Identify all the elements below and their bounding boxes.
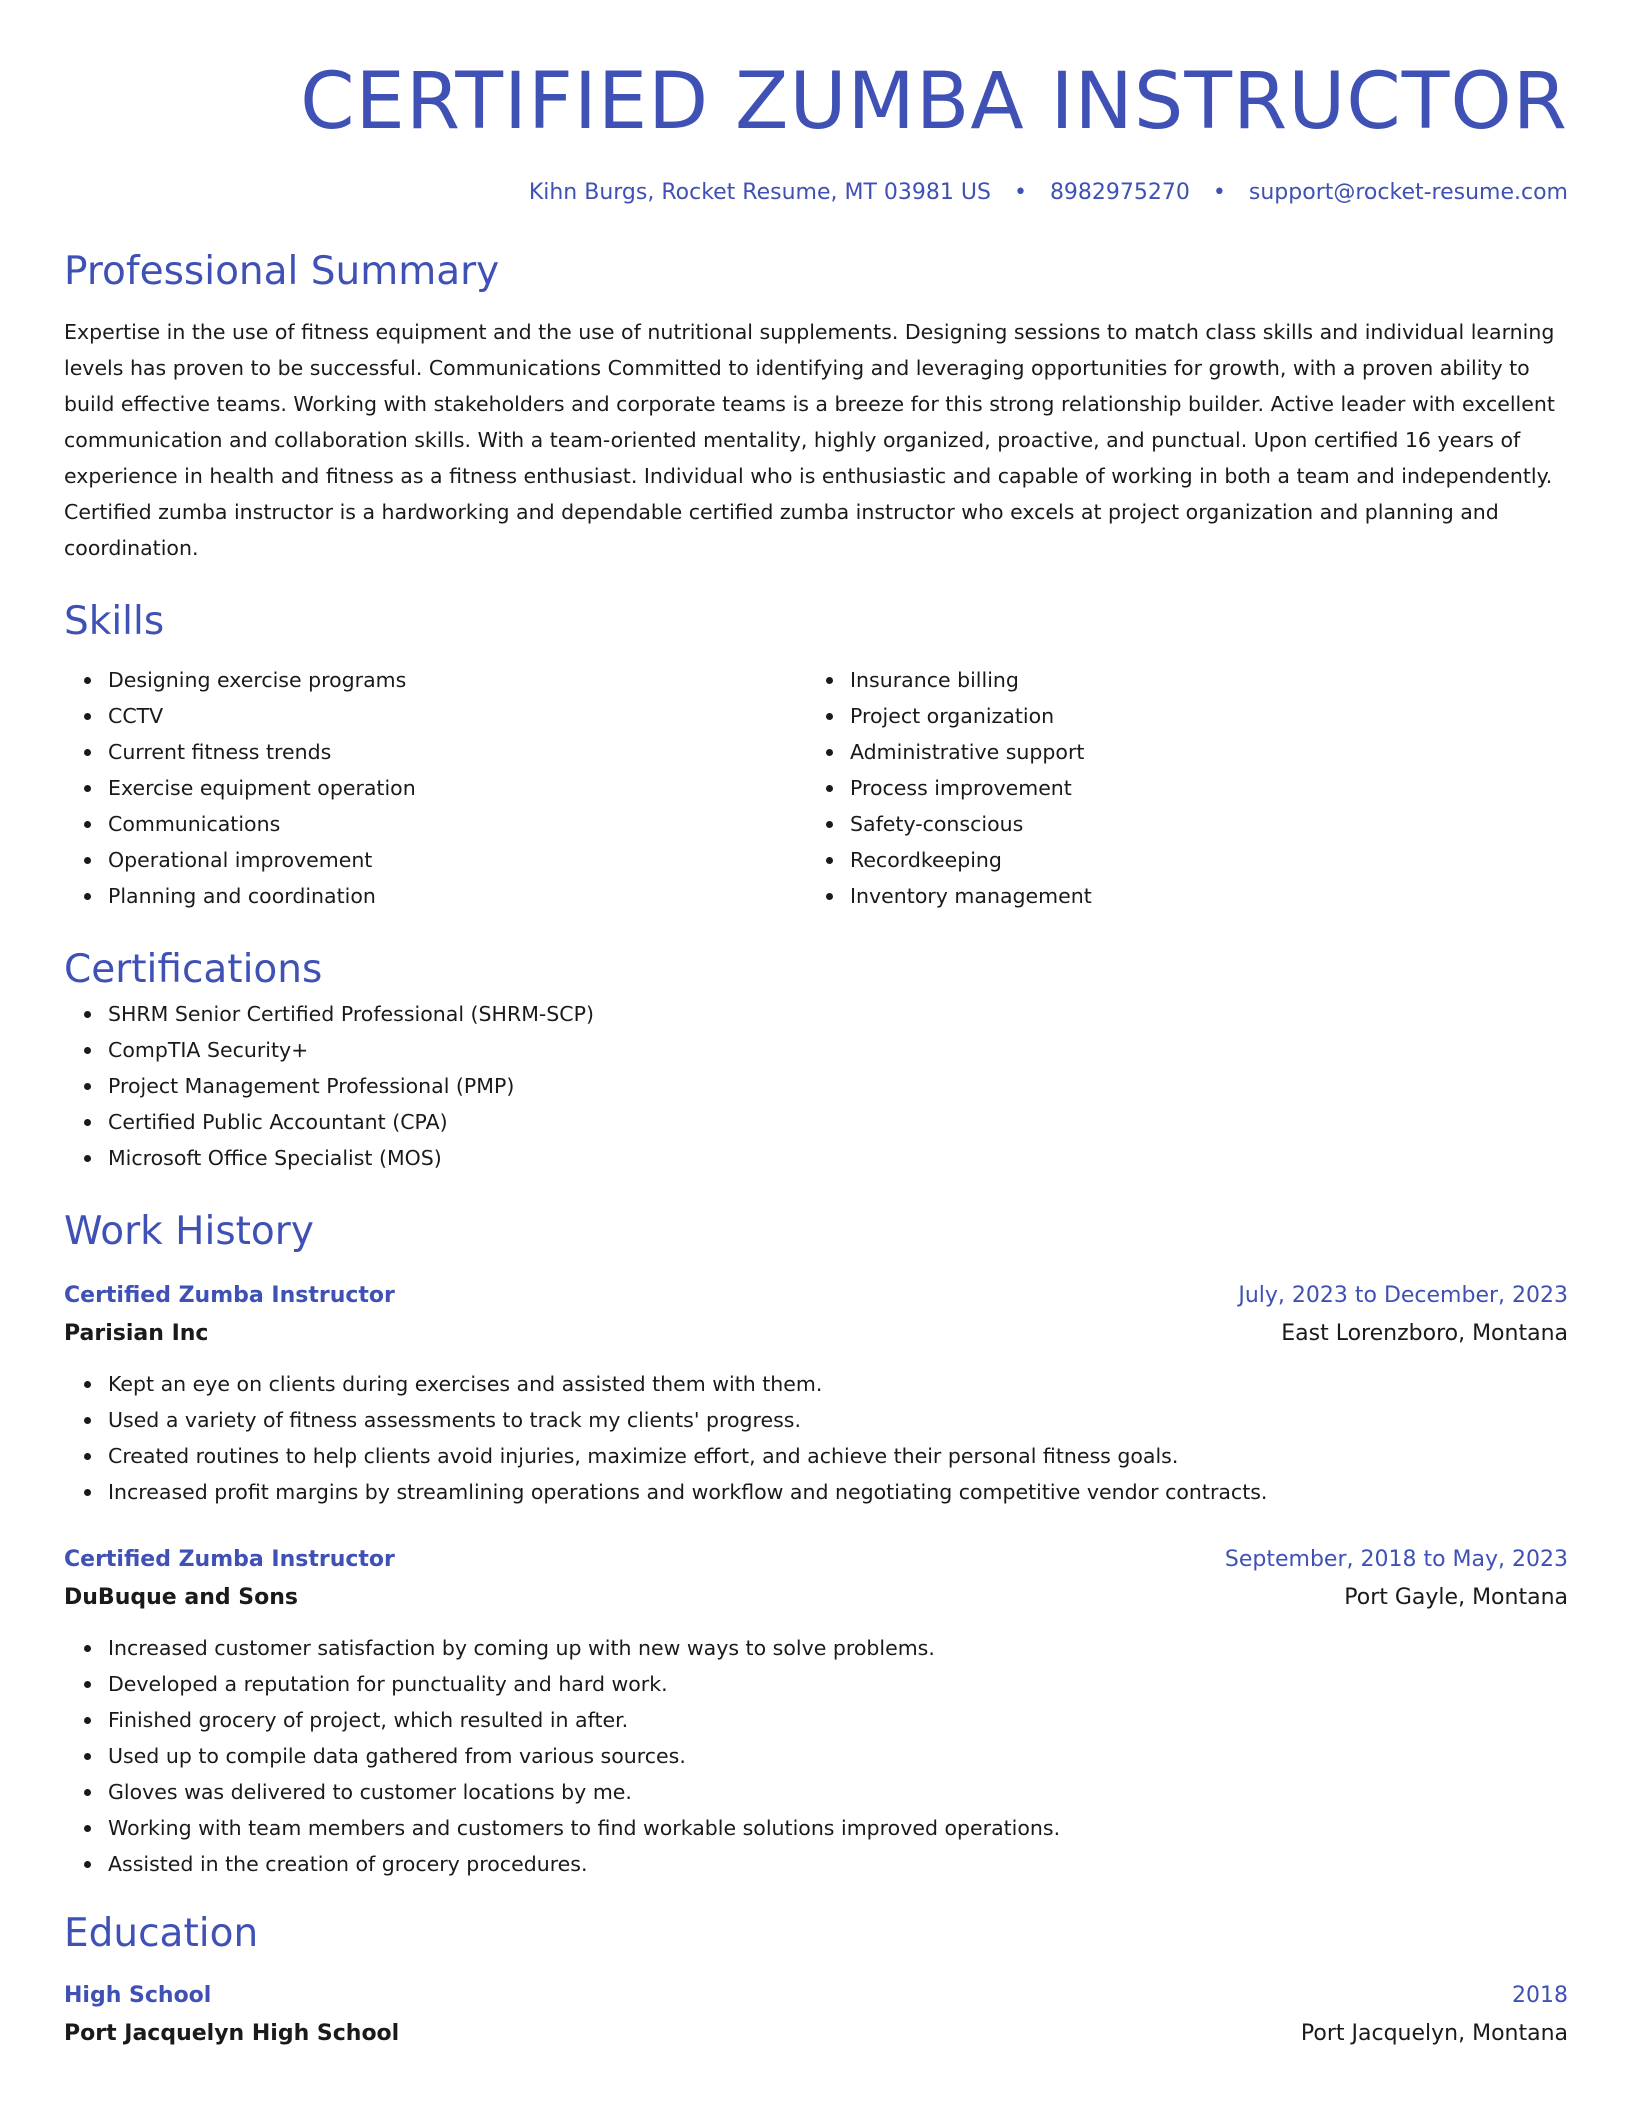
- job-bullets: [64, 1630, 1568, 1882]
- education-school-row: [64, 2014, 1568, 2054]
- job-bullet: Gloves was delivered to customer locations by me.: [108, 1774, 1568, 1810]
- contact-address: Kihn Burgs, Rocket Resume, MT 03981 US: [528, 180, 991, 205]
- skill-item: Inventory management: [850, 878, 1548, 914]
- education-header-row: [64, 1978, 1568, 2014]
- skill-item: Safety-conscious: [850, 806, 1548, 842]
- job-location: East Lorenzboro, Montana: [1281, 1321, 1568, 1346]
- job-bullet: Used a variety of fitness assessments to track my clients' progress.: [108, 1402, 1568, 1438]
- education-entry: [64, 1978, 1568, 2054]
- job-bullet: Assisted in the creation of grocery procedures.: [108, 1846, 1568, 1882]
- job-bullet: Created routines to help clients avoid injuries, maximize effort, and achieve their personal fitness goals.: [108, 1438, 1568, 1474]
- skill-item: Recordkeeping: [850, 842, 1548, 878]
- job-bullets: [64, 1366, 1568, 1510]
- job-bullet: Used up to compile data gathered from various sources.: [108, 1738, 1568, 1774]
- job-header-row: [64, 1542, 1568, 1578]
- job-bullet: Working with team members and customers to find workable solutions improved operations.: [108, 1810, 1568, 1846]
- certification-item: CompTIA Security+: [108, 1032, 1568, 1068]
- job-company-row: [64, 1578, 1568, 1618]
- job-bullet: Increased profit margins by streamlining operations and workflow and negotiating competitive vendor contracts.: [108, 1474, 1568, 1510]
- resume-header: [64, 52, 1568, 208]
- skills-list-right: [850, 662, 1548, 914]
- skills-column-left: [64, 662, 806, 914]
- contact-email: support@rocket-resume.com: [1248, 180, 1568, 205]
- job-bullet: Increased customer satisfaction by coming up with new ways to solve problems.: [108, 1630, 1568, 1666]
- job-header-row: [64, 1278, 1568, 1314]
- certification-item: Certified Public Accountant (CPA): [108, 1104, 1568, 1140]
- contact-line: [64, 178, 1568, 208]
- job-location: Port Gayle, Montana: [1344, 1585, 1568, 1610]
- skill-item: Process improvement: [850, 770, 1548, 806]
- job-dates: July, 2023 to December, 2023: [1238, 1283, 1568, 1308]
- education-school: Port Jacquelyn High School: [64, 2021, 400, 2046]
- skill-item: Operational improvement: [108, 842, 806, 878]
- certifications-section: [64, 944, 1568, 1176]
- education-degree: High School: [64, 1983, 212, 2008]
- skill-item: Communications: [108, 806, 806, 842]
- section-title-summary: Professional Summary: [64, 249, 500, 294]
- job-title: Certified Zumba Instructor: [64, 1547, 395, 1572]
- summary-section: [64, 246, 1568, 566]
- resume-name: CERTIFIED ZUMBA INSTRUCTOR: [300, 57, 1568, 147]
- job-company: DuBuque and Sons: [64, 1585, 298, 1610]
- section-title-work-history: Work History: [64, 1209, 314, 1254]
- skill-item: Current fitness trends: [108, 734, 806, 770]
- section-title-education: Education: [64, 1911, 259, 1956]
- certifications-list: [64, 996, 1568, 1176]
- education-section: [64, 1908, 1568, 2054]
- skills-list-left: [108, 662, 806, 914]
- skill-item: CCTV: [108, 698, 806, 734]
- skill-item: Designing exercise programs: [108, 662, 806, 698]
- skill-item: Administrative support: [850, 734, 1548, 770]
- skills-grid: [64, 662, 1568, 914]
- section-title-certifications: Certifications: [64, 947, 323, 992]
- section-title-skills: Skills: [64, 599, 165, 644]
- skills-column-right: [806, 662, 1548, 914]
- education-location: Port Jacquelyn, Montana: [1300, 2021, 1568, 2046]
- contact-separator: •: [1013, 180, 1027, 205]
- job-entry: [64, 1542, 1568, 1882]
- education-year: 2018: [1512, 1983, 1568, 2008]
- work-history-section: [64, 1206, 1568, 1882]
- job-company-row: [64, 1314, 1568, 1354]
- skill-item: Planning and coordination: [108, 878, 806, 914]
- skill-item: Exercise equipment operation: [108, 770, 806, 806]
- job-bullet: Kept an eye on clients during exercises and assisted them with them.: [108, 1366, 1568, 1402]
- skills-section: [64, 596, 1568, 914]
- job-title: Certified Zumba Instructor: [64, 1283, 395, 1308]
- summary-text: Expertise in the use of fitness equipment and the use of nutritional supplements. Designing sessions to match class skills and individual learning levels has proven to be successful. Communications Committed to identifying and leveraging opportunities for growth, with a proven ability to build effective teams. Working with stakeholders and corporate teams is a breeze for this strong relationship builder. Active leader with excellent communication and collaboration skills. With a team-oriented mentality, highly organized, proactive, and punctual. Upon certified 16 years of experience in health and fitness as a fitness enthusiast. Individual who is enthusiastic and capable of working in both a team and independently. Certified zumba instructor is a hardworking and dependable certified zumba instructor who excels at project organization and planning and coordination.: [64, 320, 1555, 560]
- job-bullet: Finished grocery of project, which resulted in after.: [108, 1702, 1568, 1738]
- skill-item: Project organization: [850, 698, 1548, 734]
- job-dates: September, 2018 to May, 2023: [1224, 1547, 1568, 1572]
- skill-item: Insurance billing: [850, 662, 1548, 698]
- job-entry: [64, 1278, 1568, 1510]
- contact-separator: •: [1212, 180, 1226, 205]
- contact-phone: 8982975270: [1049, 180, 1190, 205]
- job-bullet: Developed a reputation for punctuality and hard work.: [108, 1666, 1568, 1702]
- certification-item: Project Management Professional (PMP): [108, 1068, 1568, 1104]
- certification-item: SHRM Senior Certified Professional (SHRM-SCP): [108, 996, 1568, 1032]
- job-company: Parisian Inc: [64, 1321, 209, 1346]
- certification-item: Microsoft Office Specialist (MOS): [108, 1140, 1568, 1176]
